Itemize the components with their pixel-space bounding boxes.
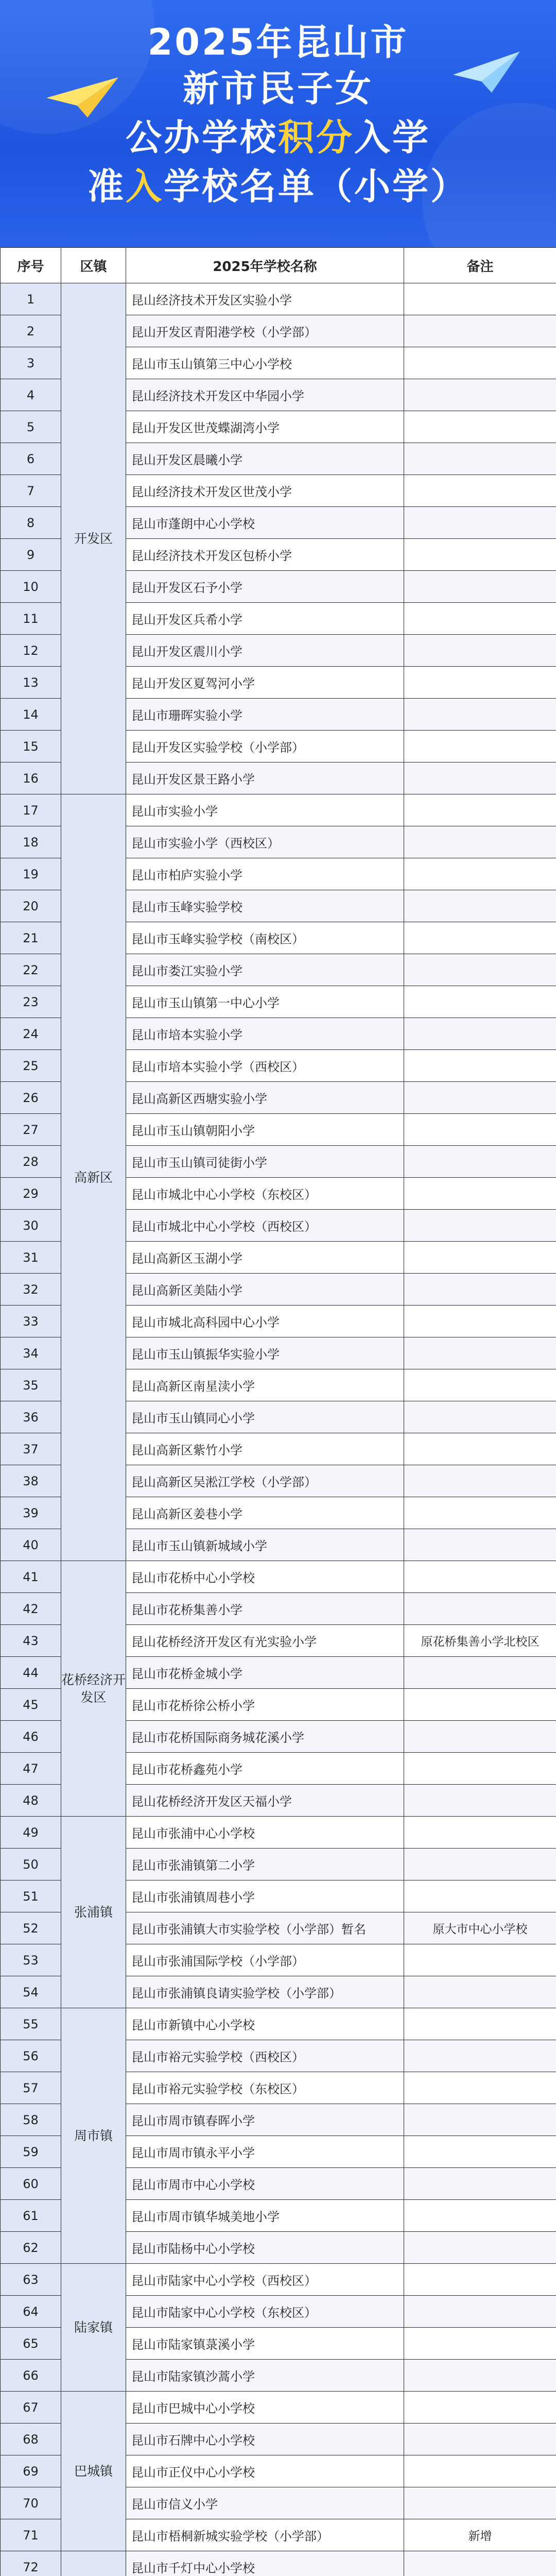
cell-note — [404, 1018, 556, 1050]
cell-school-name: 昆山市张浦国际学校（小学部） — [126, 1944, 404, 1976]
cell-seq: 53 — [1, 1944, 61, 1976]
cell-note — [404, 1593, 556, 1625]
cell-seq: 8 — [1, 507, 61, 539]
title-highlight: 积分 — [278, 116, 354, 159]
cell-seq: 29 — [1, 1178, 61, 1210]
cell-school-name: 昆山市陆家镇沙蒿小学 — [126, 2360, 404, 2392]
cell-seq: 35 — [1, 1369, 61, 1401]
cell-note — [404, 1785, 556, 1817]
title-part: 公办学校 — [126, 116, 278, 159]
cell-school-name: 昆山市周市镇春晖小学 — [126, 2104, 404, 2136]
cell-seq: 20 — [1, 890, 61, 922]
cell-seq: 28 — [1, 1146, 61, 1178]
cell-seq: 54 — [1, 1976, 61, 2008]
cell-seq: 16 — [1, 762, 61, 794]
cell-seq: 55 — [1, 2008, 61, 2040]
cell-note — [404, 667, 556, 699]
cell-seq: 19 — [1, 858, 61, 890]
cell-seq: 42 — [1, 1593, 61, 1625]
table-row — [1, 2551, 556, 2576]
title-part: 入学 — [354, 116, 430, 159]
cell-seq: 15 — [1, 731, 61, 762]
cell-school-name: 昆山开发区兵希小学 — [126, 603, 404, 635]
cell-seq: 21 — [1, 922, 61, 954]
cell-school-name: 昆山市娄江实验小学 — [126, 954, 404, 986]
cell-school-name: 昆山开发区世茂蝶湖湾小学 — [126, 411, 404, 443]
cell-note: 新增 — [404, 2519, 556, 2551]
title-line-4 — [0, 165, 556, 208]
cell-school-name: 昆山市裕元实验学校（东校区） — [126, 2072, 404, 2104]
cell-school-name: 昆山开发区夏驾河小学 — [126, 667, 404, 699]
cell-district: 张浦镇 — [61, 1817, 126, 2008]
cell-note — [404, 1401, 556, 1433]
title-highlight: 入 — [126, 165, 164, 208]
cell-note — [404, 2551, 556, 2576]
cell-note — [404, 699, 556, 731]
cell-school-name: 昆山市城北中心小学校（东校区） — [126, 1178, 404, 1210]
cell-seq: 52 — [1, 1912, 61, 1944]
cell-school-name: 昆山市千灯中心小学校 — [126, 2551, 404, 2576]
cell-seq: 43 — [1, 1625, 61, 1657]
cell-school-name: 昆山市柏庐实验小学 — [126, 858, 404, 890]
cell-note — [404, 1657, 556, 1689]
cell-note — [404, 2424, 556, 2455]
cell-seq: 65 — [1, 2328, 61, 2360]
cell-note — [404, 762, 556, 794]
cell-seq: 22 — [1, 954, 61, 986]
cell-school-name: 昆山市培本实验小学（西校区） — [126, 1050, 404, 1082]
column-header-district: 区镇 — [61, 248, 126, 283]
cell-seq: 25 — [1, 1050, 61, 1082]
cell-school-name: 昆山经济技术开发区世茂小学 — [126, 475, 404, 507]
cell-note — [404, 2072, 556, 2104]
cell-note — [404, 1976, 556, 2008]
cell-note — [404, 2455, 556, 2487]
cell-school-name: 昆山市培本实验小学 — [126, 1018, 404, 1050]
cell-district: 周市镇 — [61, 2008, 126, 2264]
cell-school-name: 昆山市玉山镇振华实验小学 — [126, 1337, 404, 1369]
cell-note: 原花桥集善小学北校区 — [404, 1625, 556, 1657]
table-row — [1, 1561, 556, 1593]
cell-note — [404, 1753, 556, 1785]
cell-seq: 44 — [1, 1657, 61, 1689]
cell-note — [404, 922, 556, 954]
cell-note — [404, 2040, 556, 2072]
cell-note — [404, 1689, 556, 1721]
cell-school-name: 昆山市正仪中心小学校 — [126, 2455, 404, 2487]
cell-seq: 12 — [1, 635, 61, 667]
cell-note — [404, 1497, 556, 1529]
cell-seq: 70 — [1, 2487, 61, 2519]
cell-school-name: 昆山市玉山镇第三中心小学校 — [126, 347, 404, 379]
cell-district: 开发区 — [61, 283, 126, 794]
cell-seq: 58 — [1, 2104, 61, 2136]
cell-school-name: 昆山市玉峰实验学校 — [126, 890, 404, 922]
title-line-1: 2025年昆山市 — [147, 21, 409, 63]
cell-seq: 4 — [1, 379, 61, 411]
cell-note — [404, 1146, 556, 1178]
cell-note — [404, 794, 556, 826]
cell-note — [404, 1817, 556, 1849]
cell-seq: 50 — [1, 1849, 61, 1880]
table-row — [1, 2392, 556, 2424]
cell-seq: 40 — [1, 1529, 61, 1561]
cell-school-name: 昆山市陆家中心小学校（东校区） — [126, 2296, 404, 2328]
cell-school-name: 昆山开发区实验学校（小学部） — [126, 731, 404, 762]
cell-school-name: 昆山开发区青阳港学校（小学部） — [126, 315, 404, 347]
cell-seq: 18 — [1, 826, 61, 858]
cell-school-name: 昆山市玉山镇朝阳小学 — [126, 1114, 404, 1146]
cell-school-name: 昆山市信义小学 — [126, 2487, 404, 2519]
cell-school-name: 昆山高新区玉湖小学 — [126, 1242, 404, 1274]
title-line-3 — [0, 116, 556, 159]
cell-seq: 37 — [1, 1433, 61, 1465]
cell-note — [404, 507, 556, 539]
cell-note — [404, 2392, 556, 2424]
cell-seq: 13 — [1, 667, 61, 699]
cell-note — [404, 731, 556, 762]
cell-note — [404, 1242, 556, 1274]
cell-school-name: 昆山市张浦镇大市实验学校（小学部）暂名 — [126, 1912, 404, 1944]
cell-seq: 68 — [1, 2424, 61, 2455]
cell-note — [404, 1721, 556, 1753]
cell-school-name: 昆山市周市中心小学校 — [126, 2168, 404, 2200]
cell-note — [404, 2264, 556, 2296]
cell-school-name: 昆山市蓬朗中心小学校 — [126, 507, 404, 539]
cell-seq: 31 — [1, 1242, 61, 1274]
cell-school-name: 昆山开发区石予小学 — [126, 571, 404, 603]
cell-note — [404, 1880, 556, 1912]
cell-seq: 72 — [1, 2551, 61, 2576]
cell-seq: 63 — [1, 2264, 61, 2296]
cell-seq: 10 — [1, 571, 61, 603]
cell-school-name: 昆山市张浦镇周巷小学 — [126, 1880, 404, 1912]
cell-district: 高新区 — [61, 794, 126, 1561]
header-banner — [0, 0, 556, 247]
cell-note — [404, 1114, 556, 1146]
table-row — [1, 1817, 556, 1849]
cell-note — [404, 379, 556, 411]
cell-school-name: 昆山花桥经济开发区天福小学 — [126, 1785, 404, 1817]
cell-seq: 23 — [1, 986, 61, 1018]
cell-school-name: 昆山高新区姜巷小学 — [126, 1497, 404, 1529]
cell-school-name: 昆山高新区西塘实验小学 — [126, 1082, 404, 1114]
cell-seq: 48 — [1, 1785, 61, 1817]
cell-school-name: 昆山开发区震川小学 — [126, 635, 404, 667]
cell-seq: 64 — [1, 2296, 61, 2328]
cell-school-name: 昆山市玉山镇同心小学 — [126, 1401, 404, 1433]
cell-school-name: 昆山市玉山镇司徒街小学 — [126, 1146, 404, 1178]
cell-seq: 6 — [1, 443, 61, 475]
cell-note — [404, 986, 556, 1018]
cell-school-name: 昆山市花桥鑫苑小学 — [126, 1753, 404, 1785]
cell-note — [404, 2328, 556, 2360]
column-header-school: 2025年学校名称 — [126, 248, 404, 283]
cell-note — [404, 571, 556, 603]
cell-school-name: 昆山市张浦镇第二小学 — [126, 1849, 404, 1880]
cell-school-name: 昆山经济技术开发区实验小学 — [126, 283, 404, 315]
cell-note — [404, 2008, 556, 2040]
cell-note — [404, 443, 556, 475]
cell-school-name: 昆山市花桥徐公桥小学 — [126, 1689, 404, 1721]
cell-note — [404, 2200, 556, 2232]
cell-seq: 33 — [1, 1306, 61, 1337]
cell-seq: 66 — [1, 2360, 61, 2392]
cell-seq: 56 — [1, 2040, 61, 2072]
cell-seq: 57 — [1, 2072, 61, 2104]
cell-note — [404, 1433, 556, 1465]
cell-note — [404, 1944, 556, 1976]
cell-note — [404, 1178, 556, 1210]
cell-seq: 11 — [1, 603, 61, 635]
cell-seq: 46 — [1, 1721, 61, 1753]
cell-seq: 30 — [1, 1210, 61, 1242]
cell-seq: 17 — [1, 794, 61, 826]
cell-school-name: 昆山开发区晨曦小学 — [126, 443, 404, 475]
cell-seq: 59 — [1, 2136, 61, 2168]
cell-school-name: 昆山市裕元实验学校（西校区） — [126, 2040, 404, 2072]
cell-school-name: 昆山市城北高科园中心小学 — [126, 1306, 404, 1337]
cell-school-name: 昆山市花桥集善小学 — [126, 1593, 404, 1625]
cell-school-name: 昆山市玉山镇新城域小学 — [126, 1529, 404, 1561]
cell-seq: 9 — [1, 539, 61, 571]
cell-school-name: 昆山高新区美陆小学 — [126, 1274, 404, 1306]
table-row — [1, 283, 556, 315]
cell-school-name: 昆山市实验小学（西校区） — [126, 826, 404, 858]
table-row — [1, 2008, 556, 2040]
cell-school-name: 昆山市梧桐新城实验学校（小学部） — [126, 2519, 404, 2551]
cell-note — [404, 2232, 556, 2264]
cell-note — [404, 1369, 556, 1401]
cell-district: 巴城镇 — [61, 2392, 126, 2551]
cell-school-name: 昆山市玉山镇第一中心小学 — [126, 986, 404, 1018]
cell-note — [404, 1274, 556, 1306]
cell-note — [404, 858, 556, 890]
cell-note — [404, 1529, 556, 1561]
cell-school-name: 昆山高新区吴淞江学校（小学部） — [126, 1465, 404, 1497]
cell-note — [404, 347, 556, 379]
cell-seq: 71 — [1, 2519, 61, 2551]
cell-seq: 67 — [1, 2392, 61, 2424]
cell-note — [404, 1465, 556, 1497]
cell-seq: 34 — [1, 1337, 61, 1369]
cell-note — [404, 315, 556, 347]
cell-note — [404, 1082, 556, 1114]
cell-district: 陆家镇 — [61, 2264, 126, 2392]
cell-seq: 5 — [1, 411, 61, 443]
school-list-table-container — [0, 247, 556, 2576]
cell-seq: 41 — [1, 1561, 61, 1593]
title-part: 准 — [88, 165, 126, 208]
cell-seq: 32 — [1, 1274, 61, 1306]
cell-seq: 39 — [1, 1497, 61, 1529]
cell-school-name: 昆山市新镇中心小学校 — [126, 2008, 404, 2040]
title-part: 学校名单（小学） — [164, 165, 468, 208]
table-body — [1, 283, 556, 2576]
cell-seq: 36 — [1, 1401, 61, 1433]
cell-seq: 51 — [1, 1880, 61, 1912]
cell-school-name: 昆山市陆家中心小学校（西校区） — [126, 2264, 404, 2296]
cell-seq: 27 — [1, 1114, 61, 1146]
cell-school-name: 昆山市玉峰实验学校（南校区） — [126, 922, 404, 954]
cell-note — [404, 1849, 556, 1880]
cell-school-name: 昆山市张浦中心小学校 — [126, 1817, 404, 1849]
cell-seq: 47 — [1, 1753, 61, 1785]
cell-note — [404, 411, 556, 443]
cell-seq: 24 — [1, 1018, 61, 1050]
cell-school-name: 昆山市花桥金城小学 — [126, 1657, 404, 1689]
cell-school-name: 昆山开发区景王路小学 — [126, 762, 404, 794]
cell-school-name: 昆山经济技术开发区包桥小学 — [126, 539, 404, 571]
cell-note — [404, 1561, 556, 1593]
column-header-note: 备注 — [404, 248, 556, 283]
cell-seq: 3 — [1, 347, 61, 379]
table-row — [1, 2264, 556, 2296]
cell-seq: 62 — [1, 2232, 61, 2264]
cell-note — [404, 603, 556, 635]
cell-school-name: 昆山市陆家镇菉溪小学 — [126, 2328, 404, 2360]
column-header-seq: 序号 — [1, 248, 61, 283]
cell-note — [404, 2104, 556, 2136]
cell-note — [404, 826, 556, 858]
cell-district: 花桥经济开发区 — [61, 1561, 126, 1817]
table-header-row — [1, 248, 556, 283]
cell-note — [404, 2487, 556, 2519]
cell-seq: 38 — [1, 1465, 61, 1497]
cell-seq: 45 — [1, 1689, 61, 1721]
cell-school-name: 昆山市城北中心小学校（西校区） — [126, 1210, 404, 1242]
cell-note — [404, 475, 556, 507]
cell-note — [404, 635, 556, 667]
cell-school-name: 昆山市张浦镇良请实验学校（小学部） — [126, 1976, 404, 2008]
cell-school-name: 昆山市陆杨中心小学校 — [126, 2232, 404, 2264]
table-row — [1, 794, 556, 826]
cell-note — [404, 1050, 556, 1082]
cell-school-name: 昆山高新区紫竹小学 — [126, 1433, 404, 1465]
cell-school-name: 昆山市周市镇华城美地小学 — [126, 2200, 404, 2232]
cell-note — [404, 539, 556, 571]
cell-note — [404, 1306, 556, 1337]
cell-note — [404, 1210, 556, 1242]
cell-note — [404, 283, 556, 315]
cell-seq: 14 — [1, 699, 61, 731]
cell-district — [61, 2551, 126, 2576]
cell-note — [404, 954, 556, 986]
cell-school-name: 昆山市花桥中心小学校 — [126, 1561, 404, 1593]
cell-seq: 49 — [1, 1817, 61, 1849]
cell-seq: 7 — [1, 475, 61, 507]
cell-note — [404, 2136, 556, 2168]
cell-school-name: 昆山市周市镇永平小学 — [126, 2136, 404, 2168]
cell-note — [404, 1337, 556, 1369]
cell-seq: 1 — [1, 283, 61, 315]
cell-school-name: 昆山经济技术开发区中华园小学 — [126, 379, 404, 411]
cell-school-name: 昆山市巴城中心小学校 — [126, 2392, 404, 2424]
cell-school-name: 昆山高新区南星渎小学 — [126, 1369, 404, 1401]
cell-note — [404, 890, 556, 922]
cell-school-name: 昆山市花桥国际商务城花溪小学 — [126, 1721, 404, 1753]
cell-seq: 2 — [1, 315, 61, 347]
cell-school-name: 昆山花桥经济开发区有光实验小学 — [126, 1625, 404, 1657]
cell-seq: 26 — [1, 1082, 61, 1114]
cell-school-name: 昆山市实验小学 — [126, 794, 404, 826]
cell-seq: 60 — [1, 2168, 61, 2200]
school-list-table — [0, 247, 556, 2576]
cell-school-name: 昆山市石牌中心小学校 — [126, 2424, 404, 2455]
cell-note — [404, 2296, 556, 2328]
cell-note: 原大市中心小学校 — [404, 1912, 556, 1944]
title-line-2: 新市民子女 — [183, 67, 373, 110]
cell-seq: 69 — [1, 2455, 61, 2487]
cell-school-name: 昆山市珊晖实验小学 — [126, 699, 404, 731]
cell-note — [404, 2168, 556, 2200]
cell-seq: 61 — [1, 2200, 61, 2232]
cell-note — [404, 2360, 556, 2392]
